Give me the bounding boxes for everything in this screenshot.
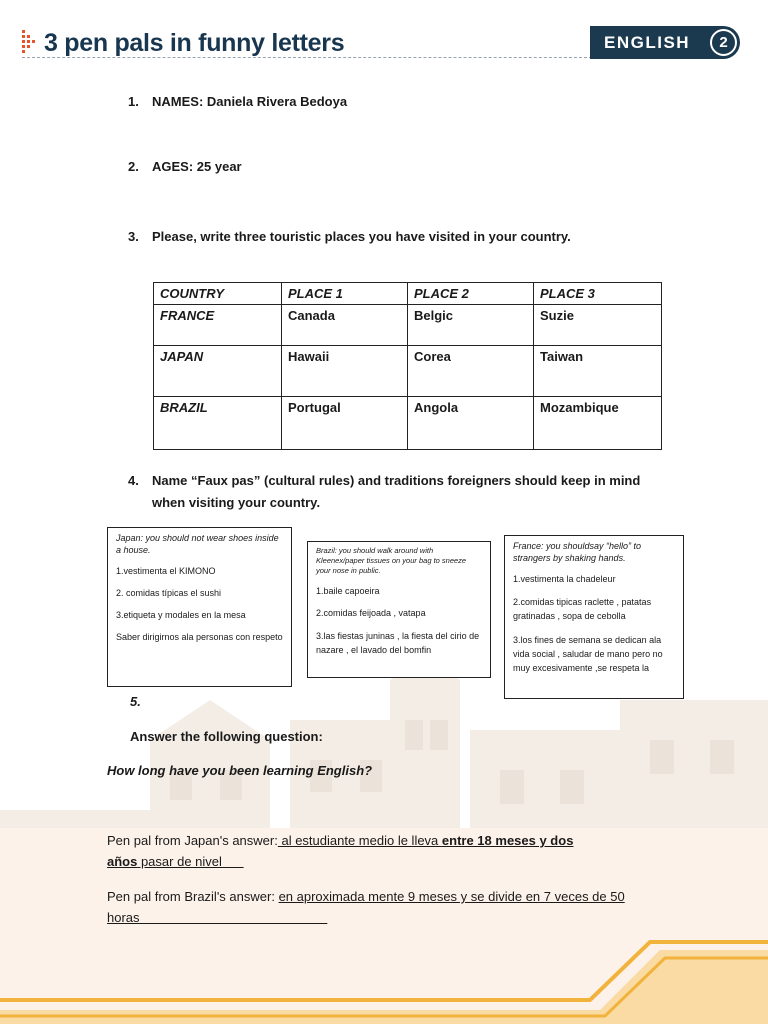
note-brazil [307, 541, 491, 678]
table-cell: Hawaii [282, 346, 408, 397]
table-cell: Belgic [408, 305, 534, 346]
question-5-label: 5. [130, 694, 141, 709]
note-france [504, 535, 684, 699]
question-4-line1: Name “Faux pas” (cultural rules) and traditions foreigners should keep in mind [152, 473, 641, 488]
question-3-number: 3. [128, 229, 139, 244]
note-brazil-heading: Brazil: you should walk around with Kleenex/paper tissues on your bag to sneeze your nose in public. [316, 546, 467, 575]
table-row [154, 346, 662, 397]
question-1-number: 1. [128, 94, 139, 109]
question-1-names: NAMES: Daniela Rivera Bedoya [152, 94, 348, 109]
note-japan-item: 2. comidas típicas el sushi [116, 588, 222, 598]
note-japan-item: Saber dirigirnos ala personas con respeto [116, 632, 283, 642]
table-cell: Taiwan [534, 346, 662, 397]
question-5-number [130, 691, 141, 712]
question-2-number: 2. [128, 159, 139, 174]
answer-question: How long have you been learning English? [107, 763, 373, 778]
english-level-badge [590, 26, 740, 59]
answer-japan-bold-2: años [107, 854, 138, 869]
table-header-cell: PLACE 1 [282, 283, 408, 305]
answer-brazil-line2 [107, 907, 327, 928]
note-brazil-item: 2.comidas feijoada , vatapa [316, 608, 426, 618]
table-cell: Portugal [282, 397, 408, 450]
table-cell: Angola [408, 397, 534, 450]
answer-japan-bold: entre 18 meses y dos [441, 833, 574, 848]
note-japan-heading: Japan: you should not wear shoes inside a house. [116, 533, 279, 555]
note-france-item: 1.vestimenta la chadeleur [513, 574, 616, 584]
note-japan-item: 3.etiqueta y modales en la mesa [116, 610, 246, 620]
badge-number: 2 [710, 29, 737, 56]
note-france-item: 2.comidas tipicas raclette , patatas gratinadas , sopa de cebolla [513, 597, 652, 621]
table-header-row [154, 283, 662, 305]
note-france-heading: France: you shouldsay “hello” to strangers by shaking hands. [513, 541, 642, 563]
footer-decoration [0, 940, 768, 1024]
table-header-cell: COUNTRY [154, 283, 282, 305]
table-cell: Corea [408, 346, 534, 397]
note-brazil-item: 3.las fiestas juninas , la fiesta del cirio de nazare , el lavado del bomfin [316, 631, 480, 655]
note-brazil-item: 1.baile capoeira [316, 586, 380, 596]
note-japan [107, 527, 292, 687]
question-3-text: Please, write three touristic places you have visited in your country. [152, 229, 571, 244]
touristic-places-table [153, 282, 662, 450]
table-cell: Mozambique [534, 397, 662, 450]
question-2-ages: AGES: 25 year [152, 159, 242, 174]
badge-label: ENGLISH [604, 32, 691, 52]
question-4-line2: when visiting your country. [152, 495, 321, 510]
question-4-number: 4. [128, 473, 139, 488]
table-row [154, 397, 662, 450]
table-cell: Canada [282, 305, 408, 346]
answer-intro: Answer the following question: [130, 729, 323, 744]
table-header-cell: PLACE 2 [408, 283, 534, 305]
brand-dots-icon [22, 28, 42, 56]
answer-brazil-text-2: horas [107, 910, 328, 925]
answer-brazil-label: Pen pal from Brazil's answer: [107, 889, 275, 904]
table-cell-country: BRAZIL [154, 397, 282, 450]
answer-japan-line2 [107, 851, 244, 872]
answer-japan-text: al estudiante medio le lleva [277, 833, 442, 848]
note-japan-item: 1.vestimenta el KIMONO [116, 566, 216, 576]
note-france-item: 3.los fines de semana se dedican ala vida social , saludar de mano pero no muy excesivamente ,se respeta la [513, 635, 663, 673]
answer-brazil-text: en aproximada mente 9 meses y se divide en 7 veces de 50 [278, 889, 625, 904]
answer-japan-text-2: pasar de nivel [137, 854, 244, 869]
header-divider [22, 57, 597, 58]
table-header-cell: PLACE 3 [534, 283, 662, 305]
table-cell-country: FRANCE [154, 305, 282, 346]
answer-brazil-line1 [107, 886, 625, 907]
page-title: 3 pen pals in funny letters [44, 29, 345, 57]
table-cell-country: JAPAN [154, 346, 282, 397]
table-cell: Suzie [534, 305, 662, 346]
answer-japan-label: Pen pal from Japan's answer: [107, 833, 278, 848]
table-row [154, 305, 662, 346]
answer-japan-line1 [107, 830, 573, 851]
